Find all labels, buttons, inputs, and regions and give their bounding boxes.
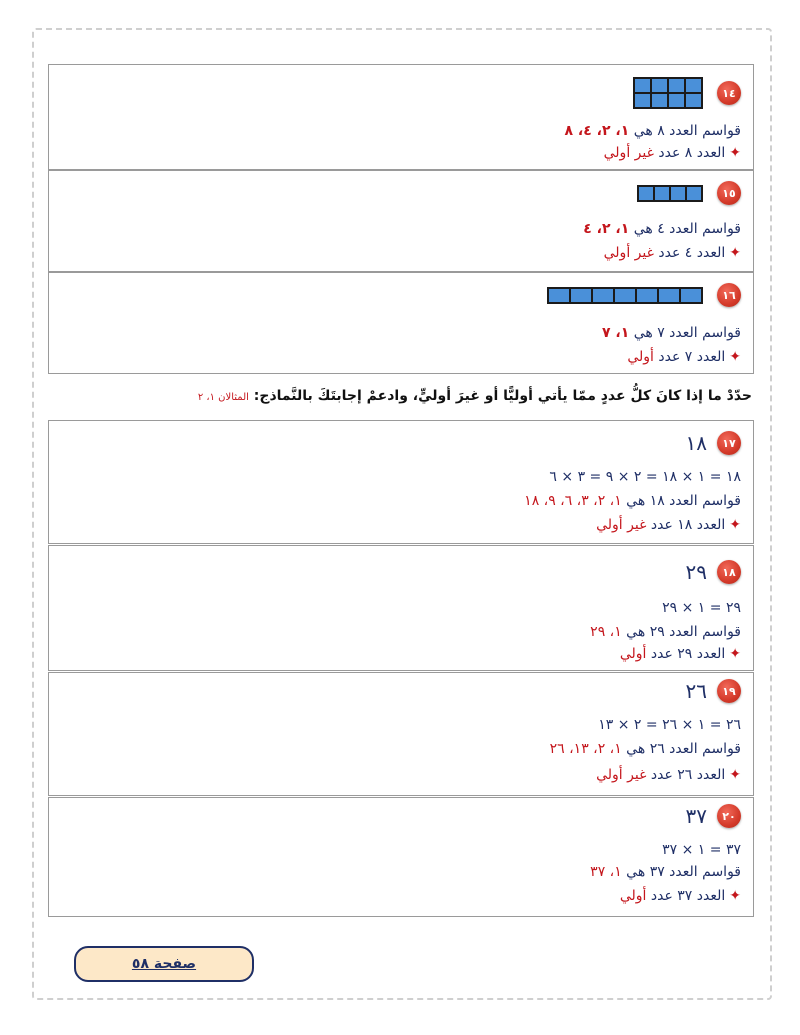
result-prefix: العدد ١٨ عدد [650, 517, 726, 533]
area-model-grid [547, 287, 703, 304]
divisors-list: ١، ٢، ١٣، ٢٦ [549, 741, 622, 757]
star-bullet-icon: ✦ [729, 517, 741, 533]
factorization: ٢٩ = ١ × ٢٩ [662, 600, 741, 616]
exercise-box-16 [48, 272, 754, 374]
result-word: غير أولي [596, 767, 647, 783]
star-bullet-icon: ✦ [729, 349, 741, 365]
exercise-number-value: ٢٩ [685, 560, 707, 584]
divisors-prefix: قواسم العدد ٣٧ هي [626, 864, 741, 880]
star-bullet-icon: ✦ [729, 767, 741, 783]
exercise-number-badge: ١٤ [717, 81, 741, 105]
divisors-prefix: قواسم العدد ٢٩ هي [626, 624, 741, 640]
star-bullet-icon: ✦ [729, 245, 741, 261]
instruction-text: حدّدْ ما إذا كانَ كلُّ عددٍ ممّا يأتي أوليًّا أو غيرَ أوليٍّ، وادعمْ إجابتَكَ بالنَّماذج: المثالان ١، ٢ [197, 388, 752, 404]
example-reference: المثالان ١، ٢ [197, 392, 249, 403]
result-prefix: العدد ٢٦ عدد [650, 767, 726, 783]
star-bullet-icon: ✦ [729, 646, 741, 662]
exercise-box-14 [48, 64, 754, 170]
exercise-number-badge: ١٨ [717, 560, 741, 584]
page-number-label: صفحة ٥٨ [74, 946, 254, 982]
factorization: ٢٦ = ١ × ٢٦ = ٢ × ١٣ [598, 717, 741, 733]
divisors-list: ١، ٢، ٣، ٦، ٩، ١٨ [524, 493, 622, 509]
exercise-number-value: ٣٧ [685, 804, 707, 828]
result-prefix: العدد ٤ عدد [658, 245, 726, 261]
exercise-box-19 [48, 672, 754, 796]
result-word: أولي [619, 888, 647, 904]
divisors-prefix: قواسم العدد ١٨ هي [626, 493, 741, 509]
factorization: ٣٧ = ١ × ٣٧ [662, 842, 741, 858]
exercise-box-18 [48, 545, 754, 671]
divisors-list: ١، ٧ [601, 325, 630, 341]
result-word: أولي [619, 646, 647, 662]
exercise-box-15 [48, 170, 754, 272]
divisors-list: ١، ٢، ٤ [583, 221, 630, 237]
exercise-number-value: ١٨ [685, 431, 707, 455]
divisors-prefix: قواسم العدد ٤ هي [633, 221, 741, 237]
divisors-prefix: قواسم العدد ٨ هي [633, 123, 741, 139]
divisors-list: ١، ٢٩ [590, 624, 622, 640]
exercise-number-value: ٢٦ [685, 679, 707, 703]
exercise-number-badge: ٢٠ [717, 804, 741, 828]
result-word: غير أولي [603, 145, 654, 161]
factorization: ١٨ = ١ × ١٨ = ٢ × ٩ = ٣ × ٦ [549, 469, 741, 485]
result-word: غير أولي [596, 517, 647, 533]
star-bullet-icon: ✦ [729, 888, 741, 904]
divisors-list: ١، ٣٧ [590, 864, 622, 880]
divisors-prefix: قواسم العدد ٢٦ هي [626, 741, 741, 757]
divisors-list: ١، ٢، ٤، ٨ [564, 123, 630, 139]
divisors-prefix: قواسم العدد ٧ هي [633, 325, 741, 341]
result-word: غير أولي [603, 245, 654, 261]
result-prefix: العدد ٢٩ عدد [650, 646, 726, 662]
exercise-number-badge: ١٦ [717, 283, 741, 307]
result-prefix: العدد ٨ عدد [658, 145, 726, 161]
area-model-grid [633, 77, 703, 109]
area-model-grid [637, 185, 703, 202]
result-prefix: العدد ٣٧ عدد [650, 888, 726, 904]
exercise-box-17 [48, 420, 754, 544]
exercise-number-badge: ١٩ [717, 679, 741, 703]
star-bullet-icon: ✦ [729, 145, 741, 161]
result-word: أولي [627, 349, 654, 365]
exercise-box-20 [48, 797, 754, 917]
exercise-number-badge: ١٥ [717, 181, 741, 205]
result-prefix: العدد ٧ عدد [658, 349, 726, 365]
exercise-number-badge: ١٧ [717, 431, 741, 455]
